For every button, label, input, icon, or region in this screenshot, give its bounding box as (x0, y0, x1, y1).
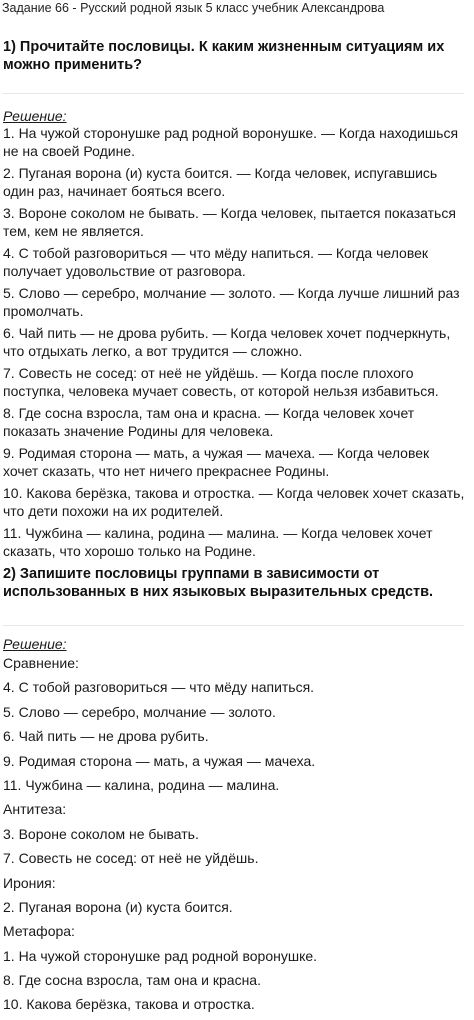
answers-list-1 (3, 124, 468, 564)
proverb-item: 4. С тобой разговориться — что мёду напиться. (3, 679, 315, 696)
answers-list-2 (3, 654, 468, 1020)
answer-item: 3. Вороне соколом не бывать. — Когда человек, пытается показаться тем, кем не является. (3, 205, 456, 239)
group-heading: Сравнение: (3, 655, 79, 671)
proverb-item: 7. Совесть не сосед: от неё не уйдёшь. (3, 850, 259, 867)
group-heading: Антитеза: (3, 801, 67, 818)
proverb-item: 10. Какова берёзка, такова и отростка. (3, 996, 255, 1013)
page-title: Задание 66 - Русский родной язык 5 класс учебник Александрова (2, 1, 385, 15)
answer-item: 10. Какова берёзка, такова и отростка. — Когда человек хочет сказать, что дети похожи на их родителей. (3, 485, 465, 519)
answer-item: 9. Родимая сторона — мать, а чужая — мачеха. — Когда человек хочет сказать, что нет ничего прекраснее Родины. (3, 445, 430, 479)
answer-item: 1. На чужой сторонушке рад родной воронушке. — Когда находишься не на своей Родине. (3, 125, 459, 159)
proverb-item: 3. Вороне соколом не бывать. (3, 825, 199, 842)
divider (3, 93, 464, 94)
answer-item: 2. Пуганая ворона (и) куста боится. — Когда человек, испугавшись один раз, начинает бояться всего. (3, 165, 438, 199)
proverb-item: 2. Пуганая ворона (и) куста боится. (3, 898, 233, 915)
answer-item: 8. Где сосна взросла, там она и красна. — Когда человек хочет показать значение Родины для человека. (3, 405, 415, 439)
proverb-item: 11. Чужбина — калина, родина — малина. (3, 776, 280, 793)
answer-item: 11. Чужбина — калина, родина — малина. — Когда человек хочет сказать, что хорошо только на Родине. (3, 525, 433, 559)
answer-item: 5. Слово — серебро, молчание — золото. — Когда лучше лишний раз промолчать. (3, 285, 460, 319)
group-heading: Метафора: (3, 923, 75, 940)
proverb-item: 9. Родимая сторона — мать, а чужая — мачеха. (3, 752, 316, 769)
group-heading: Ирония: (3, 874, 56, 891)
answer-item: 7. Совесть не сосед: от неё не уйдёшь. — Когда после плохого поступка, человека мучает совесть, от которой нельзя избавиться. (3, 365, 439, 399)
solution-label-2: Решение: (3, 636, 67, 652)
proverb-item: 1. На чужой сторонушке рад родной воронушке. (3, 947, 318, 964)
answer-item: 6. Чай пить — не дрова рубить. — Когда человек хочет подчеркнуть, что отдыхать легко, а вот трудится — сложно. (3, 325, 451, 359)
solution-label-1: Решение: (3, 108, 67, 124)
divider (3, 625, 464, 626)
proverb-item: 8. Где сосна взросла, там она и красна. (3, 972, 261, 989)
question-1-heading: 1) Прочитайте пословицы. К каким жизненным ситуациям их можно применить? (3, 39, 445, 73)
proverb-item: 5. Слово — серебро, молчание — золото. (3, 703, 276, 720)
question-2-heading: 2) Запишите пословицы группами в зависимости от использованных в них языковых выразительных средств. (3, 566, 434, 600)
proverb-item: 6. Чай пить — не дрова рубить. (3, 728, 209, 745)
answer-item: 4. С тобой разговориться — что мёду напиться. — Когда человек получает удовольствие от разговора. (3, 245, 429, 279)
